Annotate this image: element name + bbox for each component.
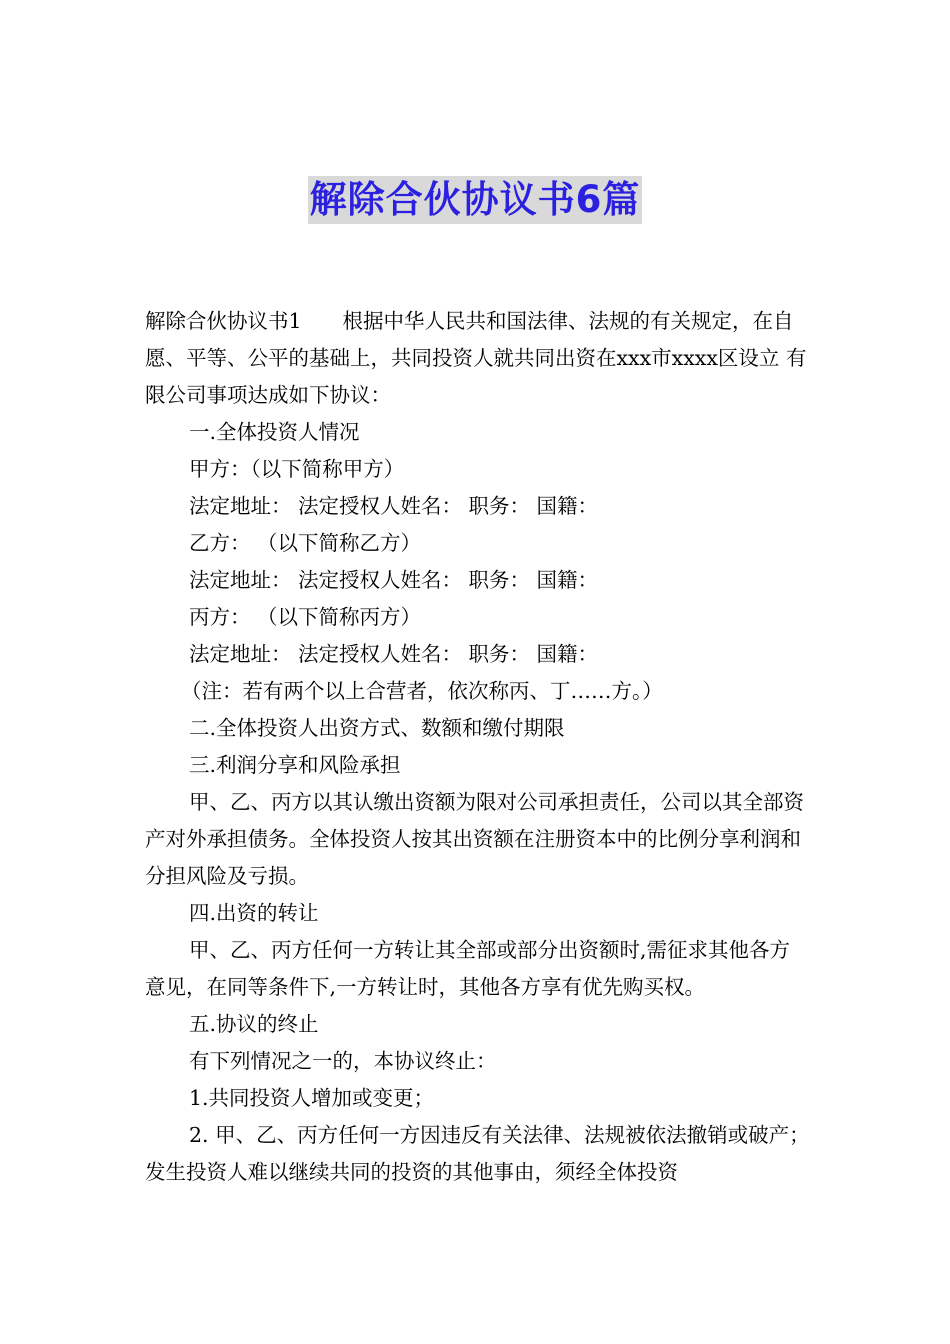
party-b-details: 法定地址： 法定授权人姓名： 职务： 国籍：: [189, 568, 599, 592]
paragraph-profit-risk: 甲、乙、丙方以其认缴出资额为限对公司承担责任，公司以其全部资产对外承担债务。全体投资人按其出资额在注册资本中的比例分享利润和分担风险及亏损。: [145, 790, 804, 888]
party-c-line: 丙方： （以下简称丙方）: [189, 605, 422, 629]
note-line: （注：若有两个以上合营者，依次称丙、丁……方。）: [181, 679, 663, 703]
document-body: [145, 303, 810, 1191]
section-heading-1: 一.全体投资人情况: [189, 420, 360, 444]
paragraph-intro: 解除合伙协议书1 根据中华人民共和国法律、法规的有关规定，在自愿、平等、公平的基础上，共同投资人就共同出资在xxx市xxxx区设立 有限公司事项达成如下协议：: [145, 309, 807, 407]
party-a-details: 法定地址： 法定授权人姓名： 职务： 国籍：: [189, 494, 599, 518]
section-heading-2: 二.全体投资人出资方式、数额和缴付期限: [189, 716, 565, 740]
section-heading-5: 五.协议的终止: [189, 1012, 319, 1036]
section-heading-4: 四.出资的转让: [189, 901, 319, 925]
paragraph-transfer: 甲、乙、丙方任何一方转让其全部或部分出资额时,需征求其他各方意见，在同等条件下,一方转让时，其他各方享有优先购买权。: [145, 938, 791, 999]
termination-item-2: 2. 甲、乙、丙方任何一方因违反有关法律、法规被依法撤销或破产； 发生投资人难以继续共同的投资的其他事由，须经全体投资: [145, 1123, 810, 1184]
party-c-details: 法定地址： 法定授权人姓名： 职务： 国籍：: [189, 642, 599, 666]
document-title: 解除合伙协议书6篇: [308, 176, 643, 224]
section-heading-3: 三.利润分享和风险承担: [189, 753, 401, 777]
party-b-line: 乙方： （以下简称乙方）: [189, 531, 422, 555]
termination-item-1: 1.共同投资人增加或变更；: [189, 1086, 435, 1110]
party-a-line: 甲方：（以下简称甲方）: [189, 457, 405, 481]
termination-intro: 有下列情况之一的，本协议终止：: [189, 1049, 497, 1073]
title-container: [0, 176, 950, 224]
